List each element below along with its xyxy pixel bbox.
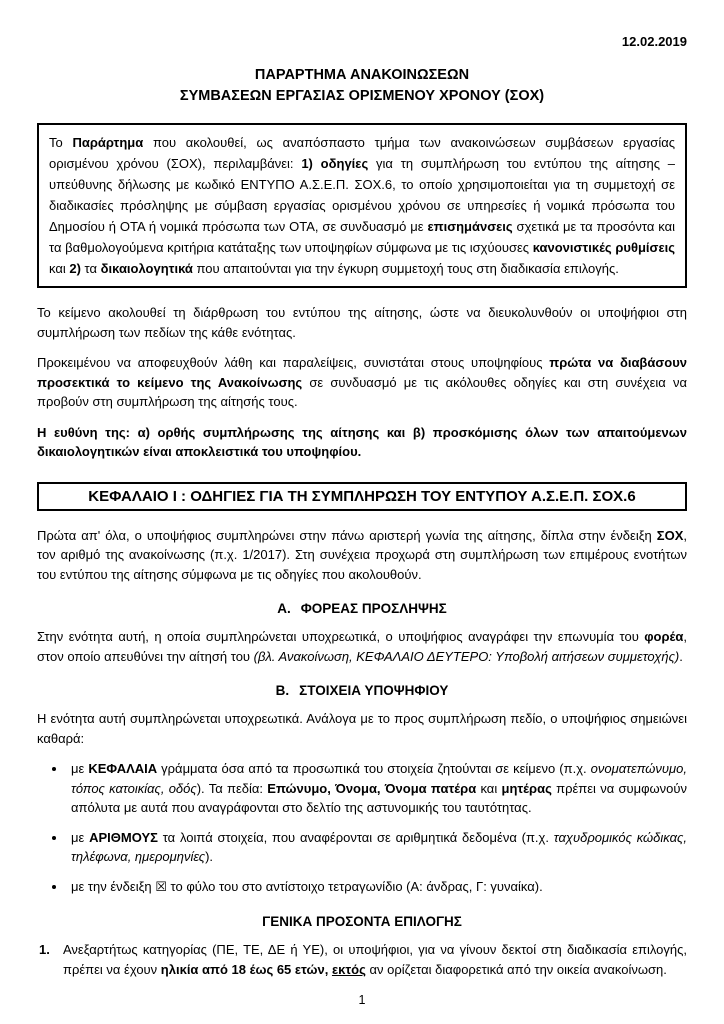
section-a-paragraph: [37, 627, 687, 666]
text-run: ΚΕΦΑΛΑΙΑ: [88, 761, 158, 777]
text-run: πρώτα να διαβάσουν προσεκτικά το κείμενο της Ανακοίνωσης: [37, 355, 687, 390]
document-date: 12.02.2019: [621, 34, 687, 49]
general-item-1-text: [63, 940, 687, 979]
text-run: Προκειμένου να αποφευχθούν λάθη και παραλείψεις, συνιστάται στους υποψηφίους: [37, 355, 550, 371]
text-run: και: [476, 780, 502, 796]
text-run: Στην ενότητα αυτή, η οποία συμπληρώνεται υποχρεωτικά, ο υποψήφιος αναγράφει την επωνυμία του: [37, 629, 645, 645]
paragraph-structure-note: [37, 303, 687, 342]
text-run: με: [71, 761, 89, 777]
general-item-1: [37, 940, 687, 979]
paragraph-responsibility: [37, 423, 687, 462]
text-run: Το κείμενο ακολουθεί τη διάρθρωση του εντύπου της αίτησης, ώστε να διευκολυνθούν οι υποψήφιοι στη συμπλήρωση των πεδίων της κάθε ενότητας.: [37, 305, 687, 340]
text-run: τα λοιπά στοιχεία, που αναφέρονται σε αριθμητικά δεδομένα (π.χ.: [157, 829, 554, 845]
bullet-capital-letters: [67, 759, 687, 818]
text-run: σχετικά με τα προσόντα και τα βαθμολογούμενα κριτήρια κατάταξης των υποψηφίων σύμφωνα με τις ισχύουσες: [49, 219, 675, 256]
text-run: με: [71, 829, 90, 845]
text-run: ηλικία από 18 έως 65 ετών,: [160, 961, 329, 977]
section-b-bullet-list: [37, 759, 687, 897]
chapter1-heading: ΚΕΦΑΛΑΙΟ Ι : ΟΔΗΓΙΕΣ ΓΙΑ ΤΗ ΣΥΜΠΛΗΡΩΣΗ ΤΟΥ ΕΝΤΥΠΟΥ Α.Σ.Ε.Π. ΣΟΧ.6: [37, 482, 687, 511]
ballot-box-x-icon: ☒: [155, 879, 167, 895]
document-title: [37, 65, 687, 107]
text-run: Επώνυμο, Όνομα, Όνομα πατέρα: [267, 780, 477, 796]
text-run: φορέα: [644, 629, 684, 645]
section-b-intro-paragraph: [37, 709, 687, 748]
bullet-gender-checkbox: [67, 877, 687, 898]
text-run: και: [49, 261, 70, 277]
text-run: που απαιτούνται για την έγκυρη συμμετοχή τους στη διαδικασία επιλογής.: [192, 261, 619, 277]
text-run: , στον οποίο απευθύνει την αίτησή του: [37, 629, 687, 664]
text-run: πρέπει να συμφωνούν απόλυτα με αυτά που αναγράφονται στο δελτίο της αστυνομικής του ταυτότητας.: [71, 780, 688, 816]
section-a-heading: [37, 601, 687, 616]
text-run: για τη συμπλήρωση του εντύπου της αίτησης – υπεύθυνης δήλωσης με κωδικό ΕΝΤΥΠΟ Α.Σ.Ε.Π. ΣΟΧ.6, το οποίο χρησιμοποιείται για τη συμμετοχή σε διαδικασίες πρόσληψης με σύμβαση εργασίας ορισμένου χρόνου σε υπηρεσίες ή νομικά πρόσωπα του Δημοσίου ή ΟΤΑ ή νομικά πρόσωπα των ΟΤΑ, σε συνδυασμό με: [49, 156, 675, 235]
text-run: Το: [49, 135, 73, 151]
text-run: , τον αριθμό της ανακοίνωσης (π.χ. 1/2017). Στη συνέχεια προχωρά στη συμπλήρωση των επιμέρους ενοτήτων του εντύπου της αίτησης σύμφωνα με τις οδηγίες που ακολουθούν.: [37, 527, 687, 582]
text-run: Η ενότητα αυτή συμπληρώνεται υποχρεωτικά. Ανάλογα με το προς συμπλήρωση πεδίο, ο υποψήφιος σημειώνει καθαρά:: [37, 711, 687, 746]
text-run: (βλ. Ανακοίνωση, ΚΕΦΑΛΑΙΟ ΔΕΥΤΕΡΟ: Υποβολή αιτήσεων συμμετοχής): [253, 648, 680, 664]
text-run: τα: [80, 261, 101, 277]
text-run: ).: [205, 849, 214, 865]
text-run: με την ένδειξη: [71, 878, 156, 894]
text-run: ονοματεπώνυμο, τόπος κατοικίας, οδός: [71, 761, 687, 796]
text-run: σε συνδυασμό με τις ακόλουθες οδηγίες και στη συνέχεια να προβούν στη συμπλήρωση της αίτησής τους.: [37, 374, 687, 410]
text-run: ΑΡΙΘΜΟΥΣ: [89, 829, 158, 845]
general-qualifications-heading: ΓΕΝΙΚΑ ΠΡΟΣΟΝΤΑ ΕΠΙΛΟΓΗΣ: [262, 914, 462, 930]
section-b-heading: [37, 683, 687, 698]
text-run: Η ευθύνη της: α) ορθής συμπλήρωσης της αίτησης και β) προσκόμισης όλων των απαιτούμενων δικαιολογητικών είναι αποκλειστικά του υποψηφίου.: [37, 424, 687, 460]
document-title-line1: ΠΑΡΑΡΤΗΜΑ ΑΝΑΚΟΙΝΩΣΕΩΝ: [254, 67, 470, 83]
text-run: το φύλο του στο αντίστοιχο τετραγωνίδιο (Α: άνδρας, Γ: γυναίκα).: [166, 878, 543, 894]
text-run: που ακολουθεί, ως αναπόσπαστο τμήμα των ανακοινώσεων συμβάσεων εργασίας ορισμένου χρόνου (ΣΟΧ), περιλαμβάνει:: [49, 135, 675, 172]
intro-framed-paragraph: [37, 123, 687, 288]
text-run: 2): [69, 261, 81, 277]
text-run: .: [679, 648, 683, 664]
text-run: ). Τα πεδία:: [196, 780, 268, 796]
text-run: εκτός: [331, 961, 366, 977]
text-run: Παράρτημα: [72, 135, 144, 151]
text-run: μητέρας: [501, 780, 552, 796]
text-run: ΣΟΧ: [656, 527, 684, 543]
text-run: δικαιολογητικά: [100, 261, 193, 277]
text-run: αν ορίζεται διαφορετικά από την οικεία ανακοίνωση.: [365, 961, 667, 977]
page-number: 1: [358, 993, 366, 1008]
bullet-numbers: [67, 828, 687, 867]
text-run: Ανεξαρτήτως κατηγορίας (ΠΕ, ΤΕ, ΔΕ ή ΥΕ), οι υποψήφιοι, για να γίνουν δεκτοί στη διαδικασία επιλογής, πρέπει να έχουν: [63, 942, 687, 977]
section-b-letter: Β.: [275, 683, 290, 699]
section-b-title: ΣΤΟΙΧΕΙΑ ΥΠΟΨΗΦΙΟΥ: [299, 683, 449, 699]
text-run: επισημάνσεις: [427, 219, 513, 235]
section-a-title: ΦΟΡΕΑΣ ΠΡΟΣΛΗΨΗΣ: [300, 601, 447, 617]
text-run: γράμματα όσα από τα προσωπικά του στοιχεία ζητούνται σε κείμενο (π.χ.: [157, 761, 591, 777]
text-run: Πρώτα απ' όλα, ο υποψήφιος συμπληρώνει στην πάνω αριστερή γωνία της αίτησης, δίπλα στην ένδειξη: [37, 527, 657, 543]
section-a-letter: Α.: [277, 601, 291, 617]
text-run: κανονιστικές ρυθμίσεις: [532, 240, 675, 256]
paragraph-read-announcement: [37, 353, 687, 412]
text-run: ταχυδρομικός κώδικας, τηλέφωνα, ημερομηνίες: [71, 829, 687, 865]
text-run: 1) οδηγίες: [301, 156, 369, 172]
chapter1-intro-paragraph: [37, 526, 687, 585]
general-item-1-number: 1.: [39, 942, 50, 958]
document-title-line2: ΣΥΜΒΑΣΕΩΝ ΕΡΓΑΣΙΑΣ ΟΡΙΣΜΕΝΟΥ ΧΡΟΝΟΥ (ΣΟΧ): [179, 88, 545, 105]
